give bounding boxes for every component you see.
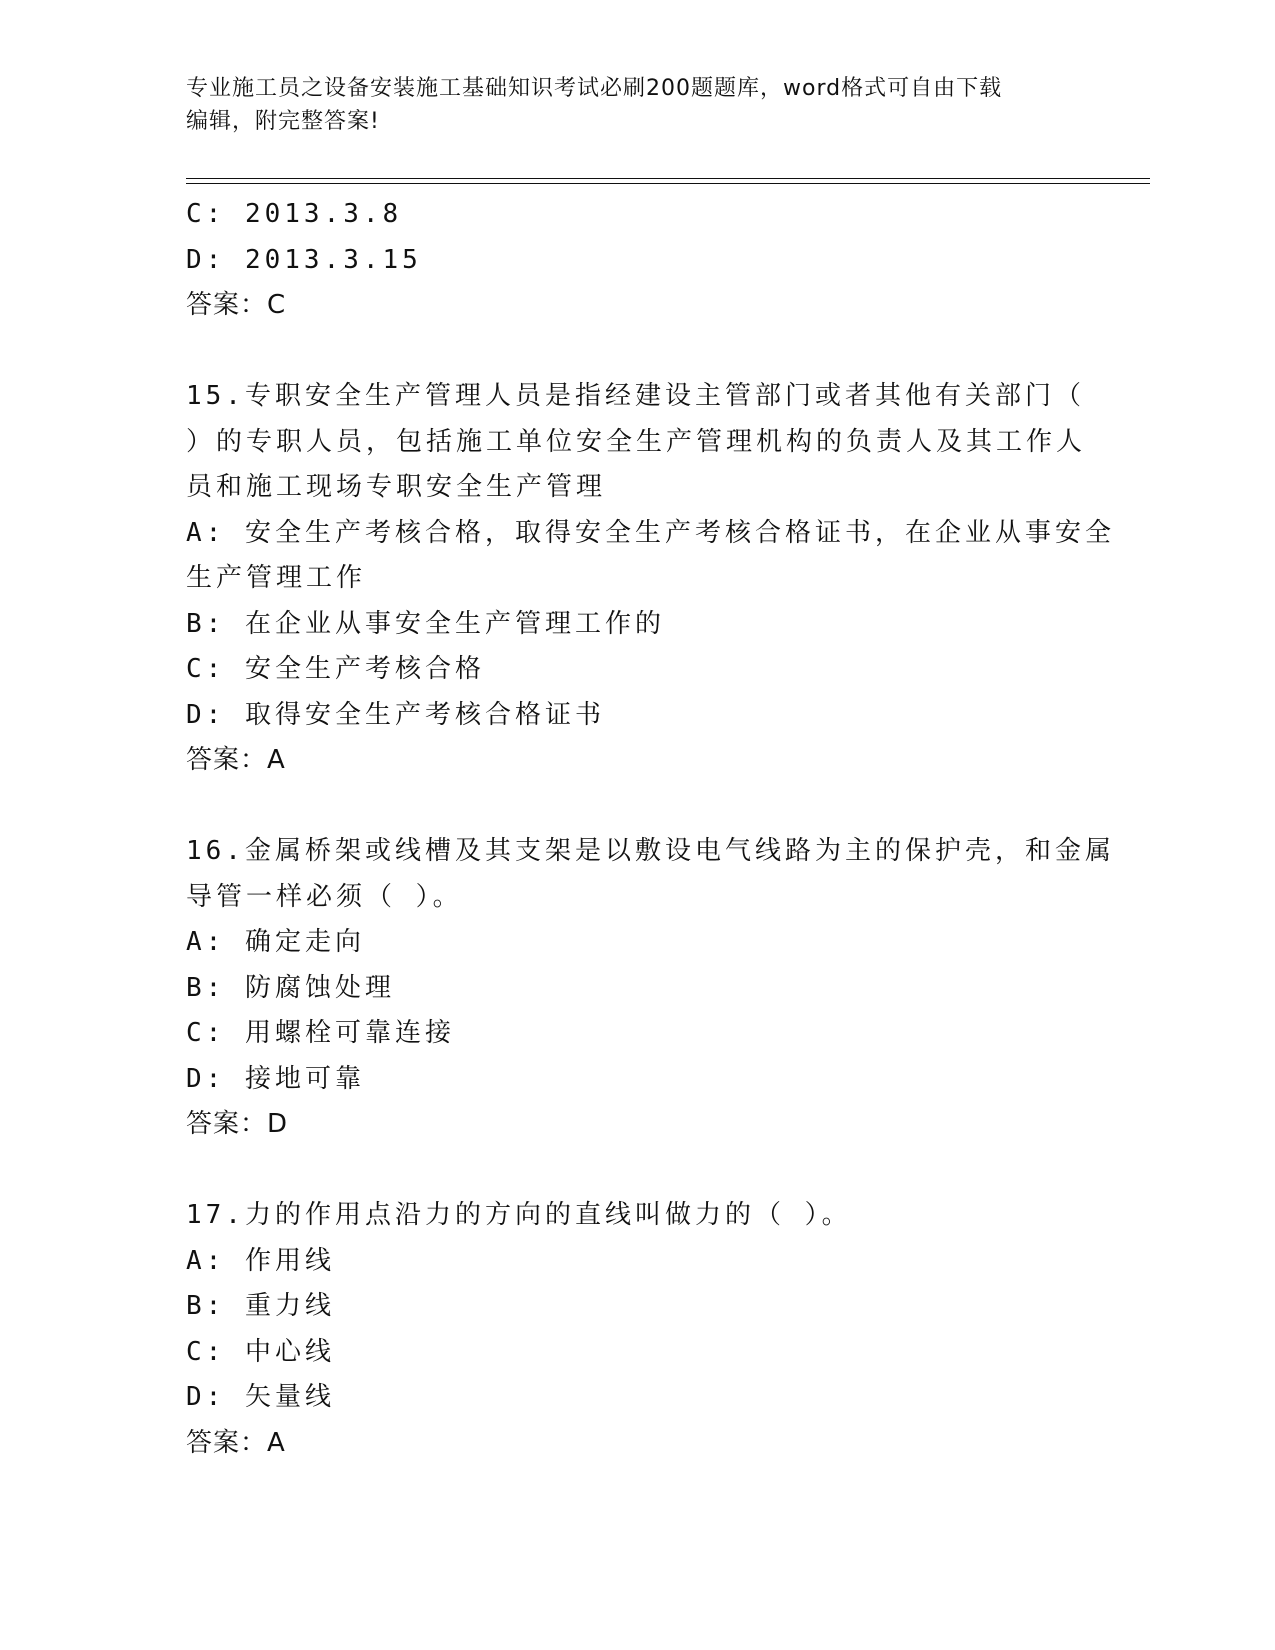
- option-d: D: 矢量线: [186, 1382, 335, 1412]
- option-c: C: 用螺栓可靠连接: [186, 1018, 455, 1048]
- question-stem-line: 导管一样必须（ ）。: [186, 881, 463, 912]
- option-a: A: 作用线: [186, 1245, 335, 1276]
- option-a: A: 确定走向: [186, 927, 365, 957]
- spacer: [186, 784, 1086, 830]
- question-list: [186, 192, 1115, 1466]
- option-c: C: 中心线: [186, 1336, 335, 1367]
- option-d: D: 接地可靠: [186, 1063, 365, 1094]
- answer-line: 答案：C: [186, 290, 287, 320]
- option-c: C: 安全生产考核合格: [186, 654, 485, 684]
- header-divider-top: [186, 178, 1150, 179]
- question-stem-line: ）的专职人员，包括施工单位安全生产管理机构的负责人及其工作人: [186, 426, 1087, 457]
- question-block-16: [186, 829, 1115, 1148]
- option-c: C: 2013.3.8: [186, 199, 403, 229]
- header-divider-bottom: [186, 183, 1150, 184]
- question-stem-line: 员和施工现场专职安全生产管理: [186, 472, 607, 502]
- question-stem-line: 16.金属桥架或线槽及其支架是以敷设电气线路为主的保护壳，和金属: [186, 836, 1115, 866]
- option-a-continued: 生产管理工作: [186, 563, 367, 593]
- answer-line: 答案：A: [186, 745, 286, 775]
- question-block-17: [186, 1193, 1086, 1466]
- answer-line: 答案：A: [186, 1427, 286, 1458]
- spacer: [186, 1148, 1086, 1194]
- option-d: D: 2013.3.15: [186, 244, 422, 275]
- header-title-line-2: 编辑，附完整答案!: [186, 109, 380, 134]
- question-block-prev: [186, 192, 1086, 329]
- page-header: [186, 72, 1086, 138]
- option-b: B: 在企业从事安全生产管理工作的: [186, 608, 665, 639]
- question-stem-line: 17.力的作用点沿力的方向的直线叫做力的（ ）。: [186, 1200, 852, 1230]
- option-b: B: 重力线: [186, 1291, 335, 1321]
- question-block-15: [186, 374, 1115, 784]
- spacer: [186, 329, 1086, 375]
- question-stem-line: 15.专职安全生产管理人员是指经建设主管部门或者其他有关部门（: [186, 381, 1085, 411]
- header-title-line-1: 专业施工员之设备安装施工基础知识考试必刷200题题库，word格式可自由下载: [186, 76, 1003, 101]
- answer-line: 答案：D: [186, 1109, 289, 1139]
- option-b: B: 防腐蚀处理: [186, 972, 395, 1003]
- option-d: D: 取得安全生产考核合格证书: [186, 699, 605, 730]
- option-a: A: 安全生产考核合格，取得安全生产考核合格证书，在企业从事安全: [186, 517, 1115, 548]
